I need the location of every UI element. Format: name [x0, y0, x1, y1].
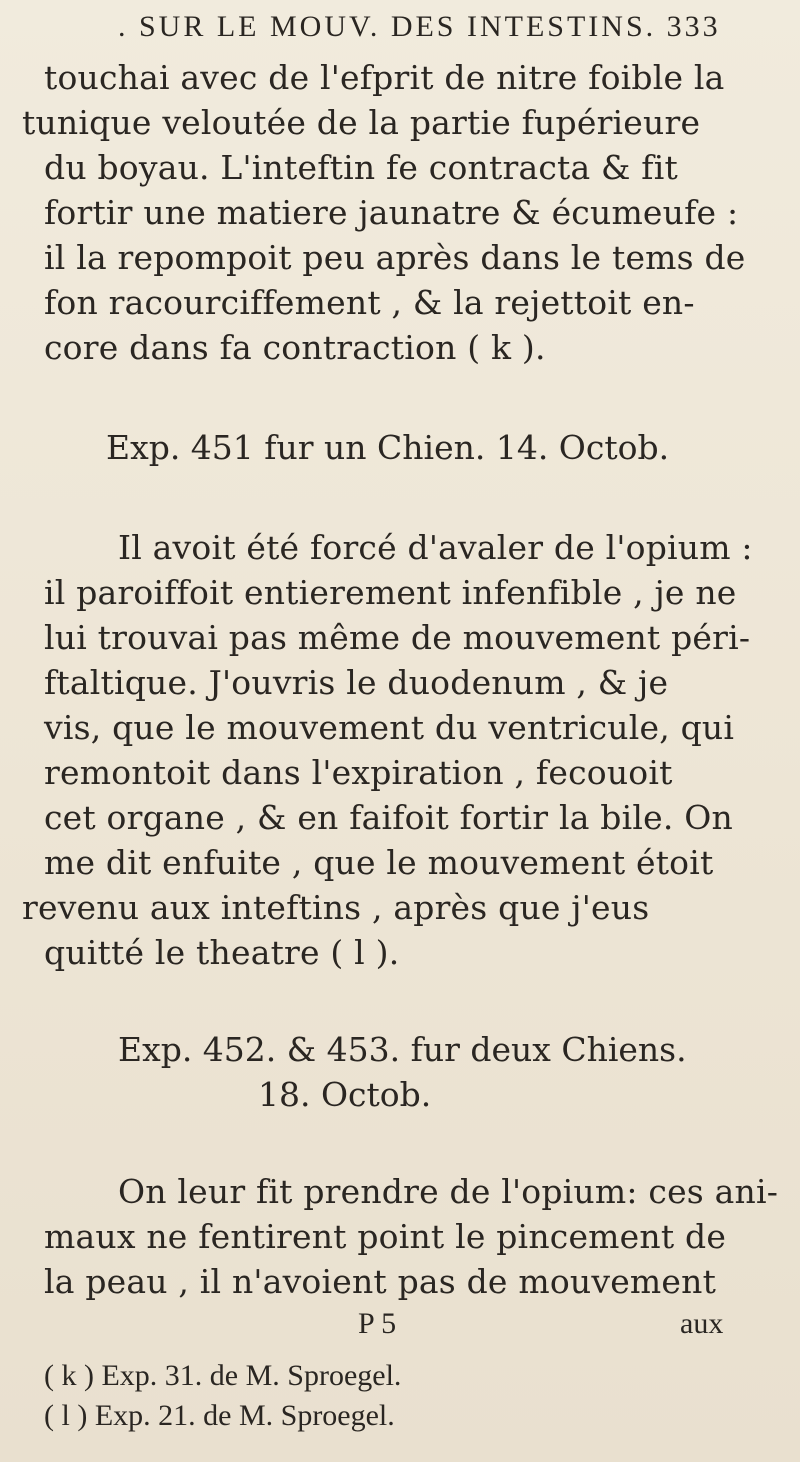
text-line: il paroiffoit entierement infenfible , je ne — [44, 573, 737, 612]
text-line: fon racourciffement , & la rejettoit en- — [44, 283, 695, 322]
text-line: vis, que le mouvement du ventricule, qui — [44, 708, 735, 747]
text-line: core dans fa contraction ( k ). — [44, 328, 546, 367]
experiment-heading-date: 18. Octob. — [258, 1075, 432, 1114]
experiment-heading-451: Exp. 451 fur un Chien. 14. Octob. — [106, 428, 670, 467]
text-line: du boyau. L'inteftin fe contracta & fit — [44, 148, 678, 187]
text-line: il la repompoit peu après dans le tems de — [44, 238, 746, 277]
text-line: touchai avec de l'efprit de nitre foible la — [44, 58, 725, 97]
text-line: tunique veloutée de la partie fupérieure — [22, 103, 701, 142]
text-line: la peau , il n'avoient pas de mouvement — [44, 1262, 717, 1301]
text-line: On leur fit prendre de l'opium: ces ani- — [118, 1172, 779, 1211]
footnote-l: ( l ) Exp. 21. de M. Sproegel. — [44, 1399, 395, 1432]
text-line: me dit enfuite , que le mouvement étoit — [44, 843, 714, 882]
catchword: aux — [680, 1307, 724, 1340]
text-line: quitté le theatre ( l ). — [44, 933, 400, 972]
signature-mark: P 5 — [358, 1307, 397, 1340]
running-head: . SUR LE MOUV. DES INTESTINS. 333 — [118, 10, 721, 43]
text-line: revenu aux inteftins , après que j'eus — [22, 888, 650, 927]
text-line: ftaltique. J'ouvris le duodenum , & je — [44, 663, 669, 702]
text-line: fortir une matiere jaunatre & écumeufe : — [44, 193, 739, 232]
experiment-heading-452: Exp. 452. & 453. fur deux Chiens. — [118, 1030, 687, 1069]
text-line: maux ne fentirent point le pincement de — [44, 1217, 727, 1256]
text-line: remontoit dans l'expiration , fecouoit — [44, 753, 673, 792]
text-line: Il avoit été forcé d'avaler de l'opium : — [118, 528, 753, 567]
text-line: lui trouvai pas même de mouvement péri- — [44, 618, 751, 657]
text-line: cet organe , & en faifoit fortir la bile. On — [44, 798, 733, 837]
footnote-k: ( k ) Exp. 31. de M. Sproegel. — [44, 1359, 402, 1392]
